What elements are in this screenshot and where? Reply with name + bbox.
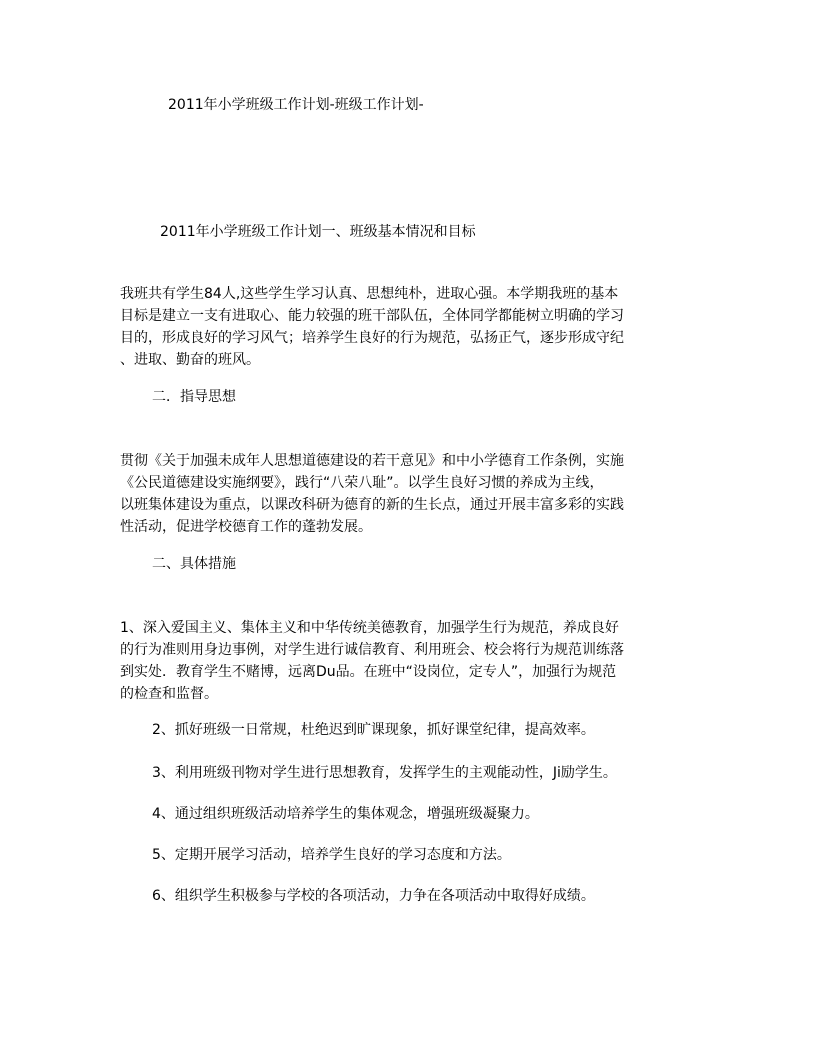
measure-item-4: 4、通过组织班级活动培养学生的集体观念，增强班级凝聚力。	[152, 806, 539, 822]
paragraph-class-situation	[120, 283, 700, 371]
paragraph-line: 的检查和监督。	[120, 686, 218, 702]
paragraph-line: 性活动，促进学校德育工作的蓬勃发展。	[120, 519, 372, 535]
document-title: 2011年小学班级工作计划-班级工作计划-	[168, 97, 424, 113]
paragraph-line: 到实处．教育学生不赌博，远离Du品。在班中“设岗位，定专人”，加强行为规范	[120, 664, 617, 680]
measure-item-5: 5、定期开展学习活动，培养学生良好的学习态度和方法。	[152, 847, 511, 863]
heading-specific-measures: 二、具体措施	[152, 556, 236, 572]
heading-guiding-thought: 二．指导思想	[152, 389, 236, 405]
paragraph-line: 目的，形成良好的学习风气；培养学生良好的行为规范，弘扬正气，逐步形成守纪	[120, 330, 624, 346]
paragraph-guiding-thought	[120, 450, 700, 538]
paragraph-line: 贯彻《关于加强未成年人思想道德建设的若干意见》和中小学德育工作条例，实施	[120, 453, 624, 469]
paragraph-line: 1、深入爱国主义、集体主义和中华传统美德教育，加强学生行为规范，养成良好	[120, 620, 619, 636]
paragraph-line: 我班共有学生84人,这些学生学习认真、思想纯朴，进取心强。本学期我班的基本	[120, 286, 619, 302]
paragraph-line: 的行为准则用身边事例，对学生进行诚信教育、利用班会、校会将行为规范训练落	[120, 642, 624, 658]
measure-item-3: 3、利用班级刊物对学生进行思想教育，发挥学生的主观能动性，Ji励学生。	[152, 765, 617, 781]
paragraph-line: 、进取、勤奋的班风。	[120, 352, 260, 368]
measure-item-6: 6、组织学生积极参与学校的各项活动，力争在各项活动中取得好成绩。	[152, 888, 595, 904]
measure-item-1	[120, 617, 700, 705]
measure-item-2: 2、抓好班级一日常规，杜绝迟到旷课现象，抓好课堂纪律，提高效率。	[152, 722, 595, 738]
paragraph-line: 《公民道德建设实施纲要》，践行“八荣八耻”。以学生良好习惯的养成为主线，	[120, 475, 604, 491]
paragraph-line: 以班集体建设为重点，以课改科研为德育的新的生长点，通过开展丰富多彩的实践	[120, 497, 624, 513]
paragraph-line: 目标是建立一支有进取心、能力较强的班干部队伍，全体同学都能树立明确的学习	[120, 308, 624, 324]
section-subtitle: 2011年小学班级工作计划一、班级基本情况和目标	[160, 224, 476, 240]
